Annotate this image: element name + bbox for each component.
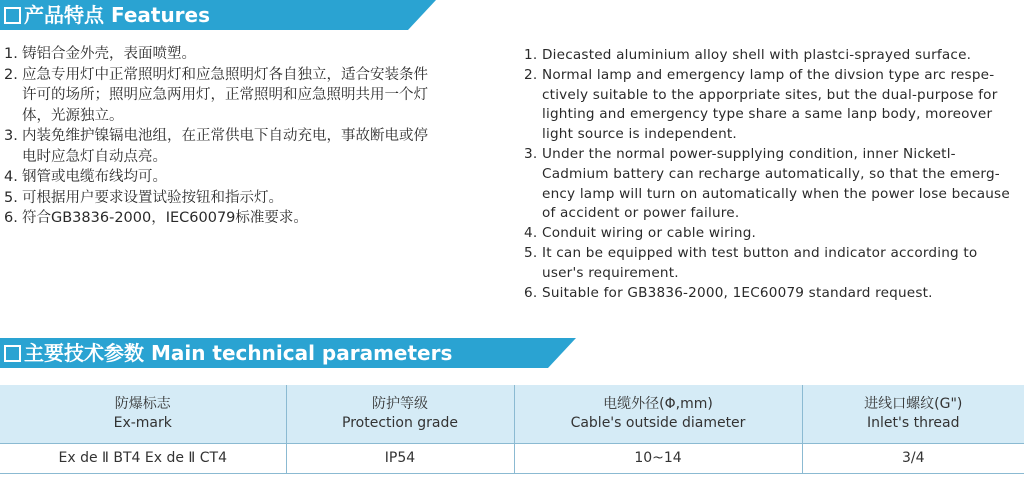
list-item: 1. 铸铝合金外壳，表面喷塑。	[4, 46, 196, 62]
column-header-inlet-thread: 进线口螺纹(G") Inlet's thread	[802, 385, 1024, 443]
features-section-header	[0, 0, 408, 30]
parameters-title-cn: 主要技术参数	[24, 341, 144, 365]
list-item: 6. Suitable for GB3836-2000, 1EC60079 standard request.	[524, 284, 933, 301]
list-item: 4. 钢管或电缆布线均可。	[4, 169, 167, 185]
parameters-title-en: Main technical parameters	[150, 341, 453, 365]
list-item: 5. It can be equipped with test button and indicator according to user's requirement.	[524, 244, 978, 281]
cell-cable-diameter: 10~14	[514, 443, 802, 473]
features-list-english	[524, 46, 1020, 303]
cell-inlet-thread: 3/4	[802, 443, 1024, 473]
column-header-protection-grade: 防护等级 Protection grade	[286, 385, 514, 443]
features-title-en: Features	[110, 3, 211, 27]
list-item: 3. Under the normal power-supplying condition, inner Nicketl- Cadmium battery can recharge automatically, so that the emerg- ency lamp will turn on automatically when the power lose because of accident or power failure.	[524, 145, 1010, 222]
list-item: 2. 应急专用灯中正常照明灯和应急照明灯各自独立，适合安装条件 许可的场所；照明应急两用灯，正常照明和应急照明共用一个灯 体，光源独立。	[4, 66, 428, 124]
checkbox-square-icon	[4, 7, 21, 24]
parameters-table	[0, 385, 1024, 474]
list-item: 3. 内装免维护镍镉电池组，在正常供电下自动充电，事故断电或停 电时应急灯自动点亮。	[4, 128, 428, 165]
table-header-row	[0, 385, 1024, 443]
column-header-ex-mark: 防爆标志 Ex-mark	[0, 385, 286, 443]
table-row	[0, 443, 1024, 473]
features-list-chinese	[4, 44, 500, 229]
list-item: 1. Diecasted aluminium alloy shell with plastci-sprayed surface.	[524, 47, 972, 63]
list-item: 2. Normal lamp and emergency lamp of the divsion type arc respe- ctively suitable to the apporpriate sites, but the dual-purpose for lighting and emergency type share a same lanp body, moreover light source is independent.	[524, 66, 998, 143]
column-header-cable-diameter: 电缆外径(Φ,mm) Cable's outside diameter	[514, 385, 802, 443]
list-item: 4. Conduit wiring or cable wiring.	[524, 225, 757, 242]
list-item: 6. 符合GB3836-2000，IEC60079标准要求。	[4, 210, 308, 226]
list-item: 5. 可根据用户要求设置试验按钮和指示灯。	[4, 189, 283, 206]
cell-protection-grade: IP54	[286, 443, 514, 473]
parameters-section-header	[0, 338, 548, 368]
checkbox-square-icon	[4, 345, 21, 362]
features-title-cn: 产品特点	[24, 3, 104, 27]
cell-ex-mark: Ex de Ⅱ BT4 Ex de Ⅱ CT4	[0, 443, 286, 473]
